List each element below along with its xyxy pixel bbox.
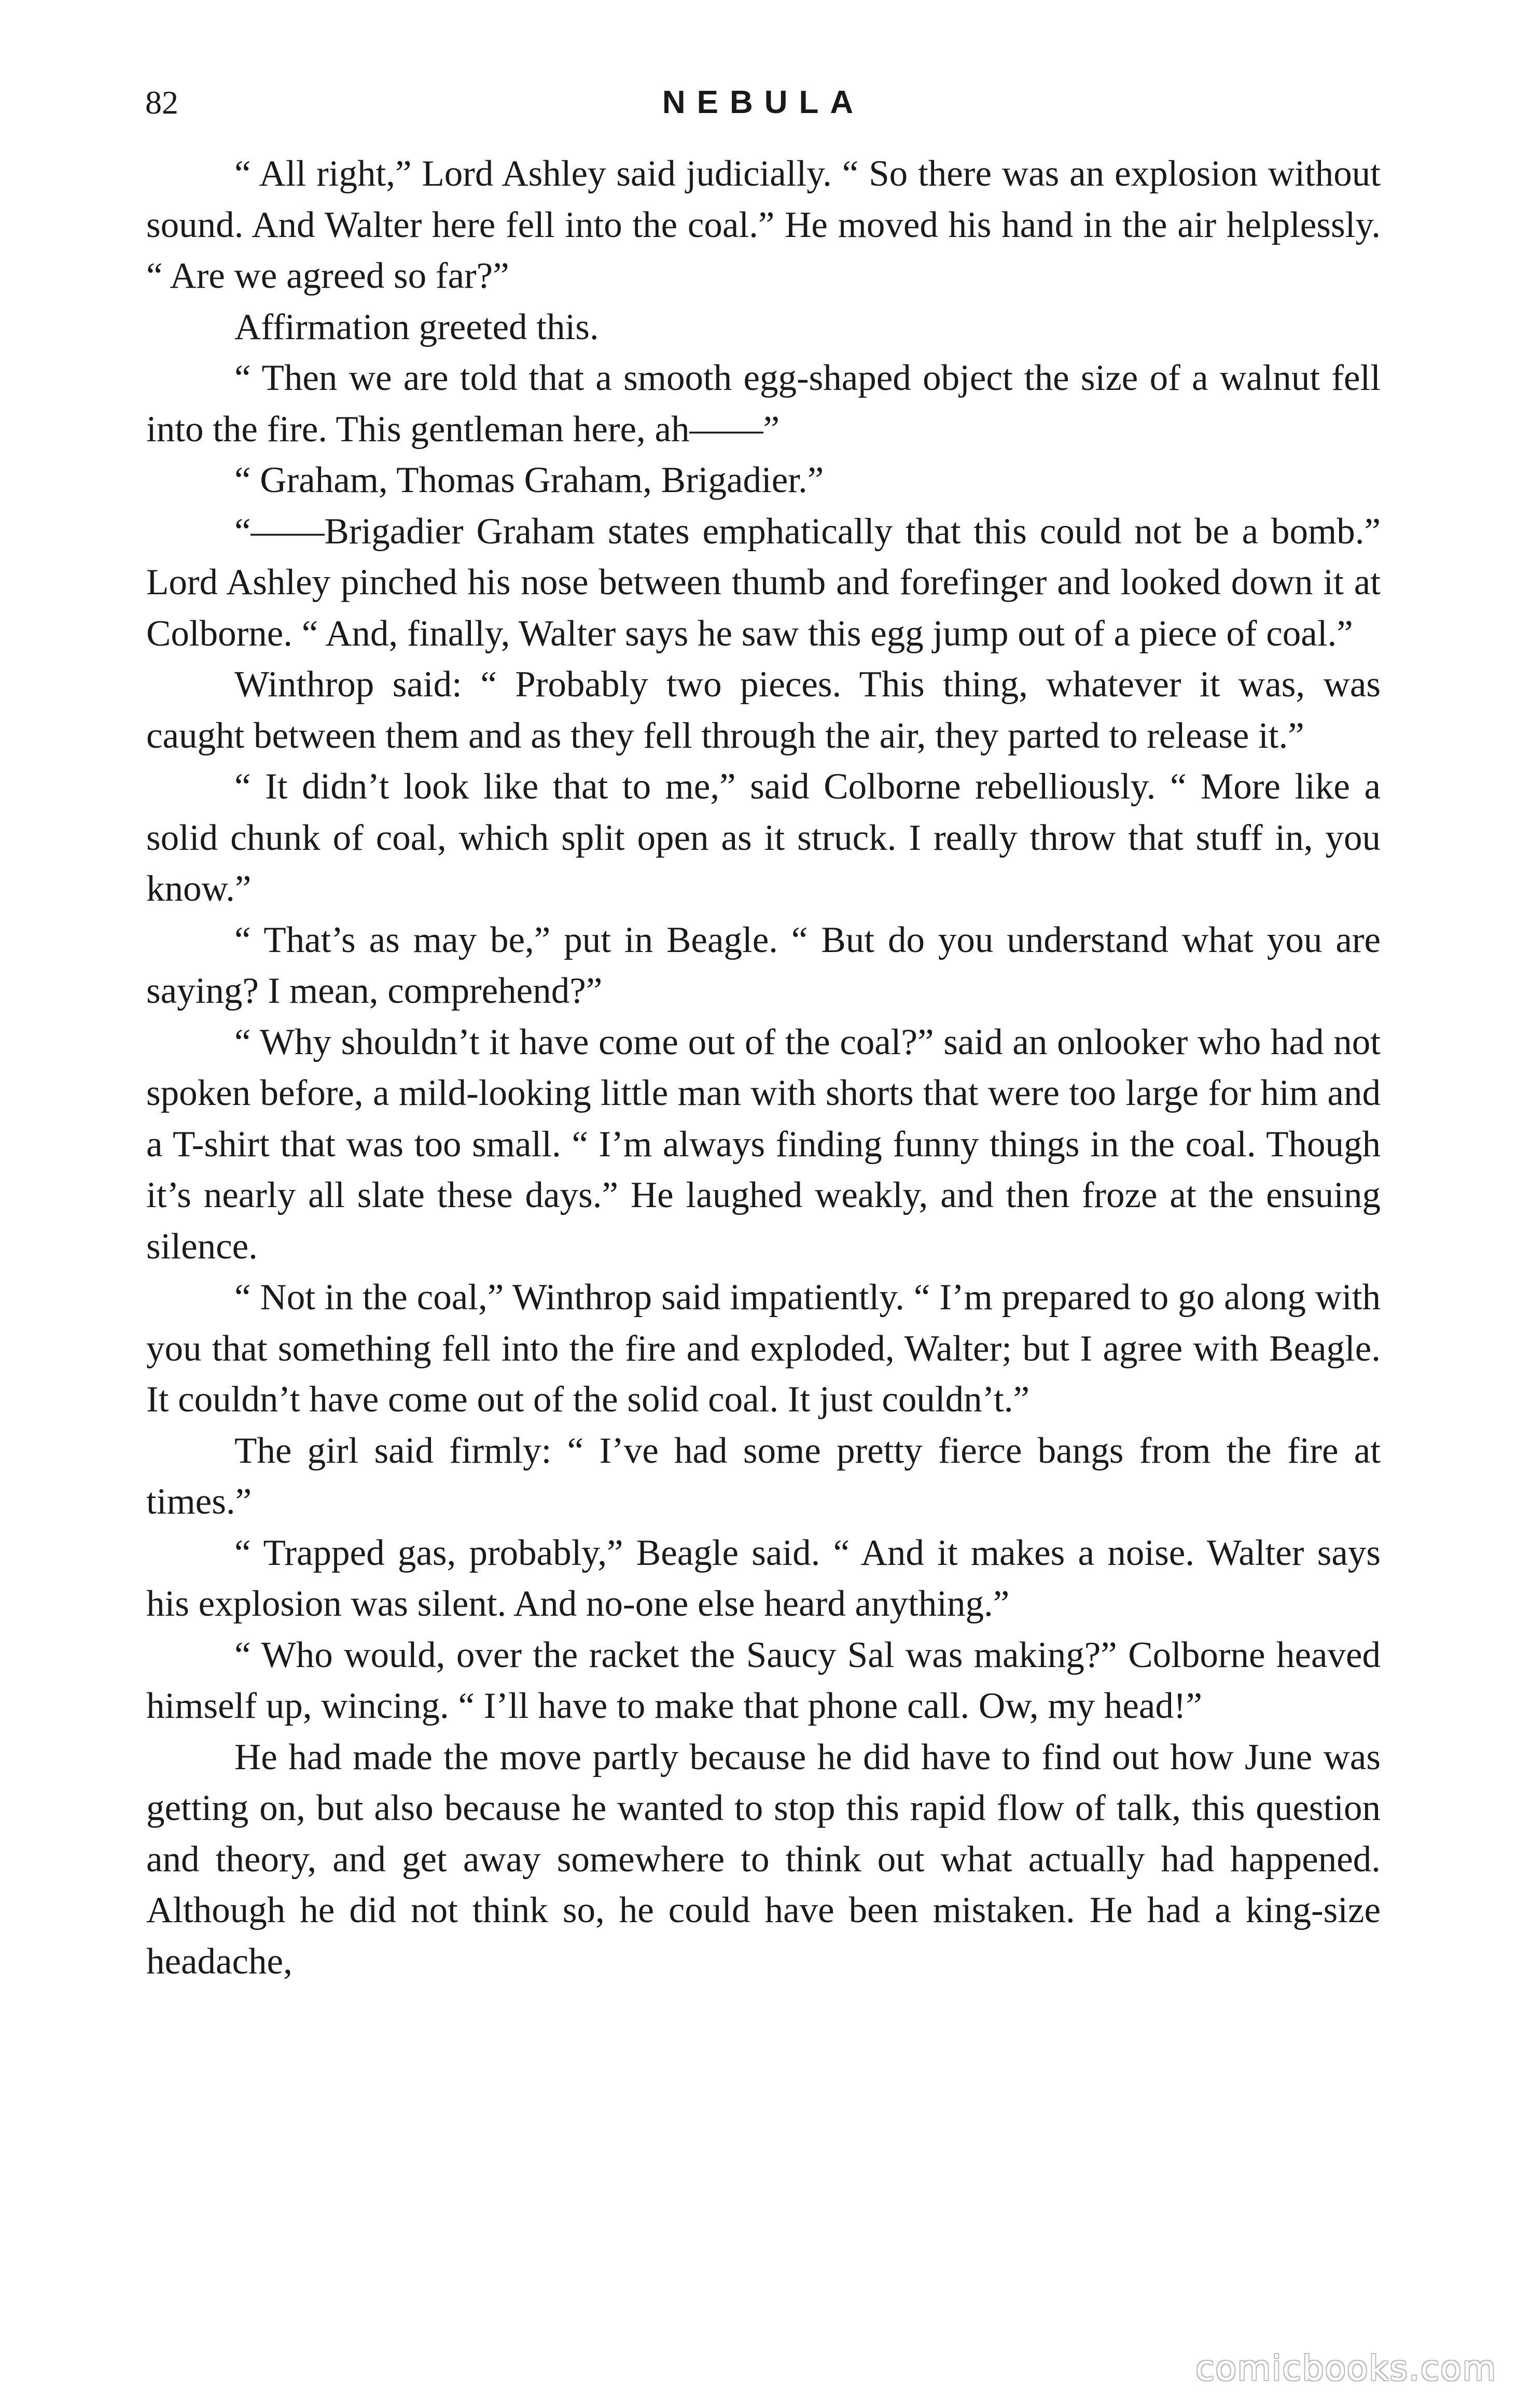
- running-title: NEBULA: [662, 85, 865, 120]
- paragraph: “ Graham, Thomas Graham, Brigadier.”: [234, 460, 824, 500]
- paragraph: Winthrop said: “ Probably two pieces. This thing, whatever it was, was caught between them and as they fell through the air, they parted to release it.”: [146, 664, 1381, 756]
- paragraph: “——Brigadier Graham states emphatically that this could not be a bomb.” Lord Ashley pinched his nose between thumb and forefinger and looked down it at Colborne. “ And, finally, Walter says he saw this egg jump out of a piece of coal.”: [146, 511, 1381, 654]
- paragraph: He had made the move partly because he did have to find out how June was getting on, but also because he wanted to stop this rapid flow of talk, this question and theory, and get away somewhere to think out what actually had happened. Although he did not think so, he could have been mistaken. He had a king-size headache,: [146, 1737, 1381, 1982]
- watermark: comicbooks.com: [1195, 2348, 1497, 2388]
- paragraph: “ Not in the coal,” Winthrop said impatiently. “ I’m prepared to go along with you that something fell into the fire and exploded, Walter; but I agree with Beagle. It couldn’t have come out of the solid coal. It just couldn’t.”: [146, 1277, 1381, 1420]
- paragraph: “ It didn’t look like that to me,” said Colborne rebelliously. “ More like a solid chunk of coal, which split open as it struck. I really throw that stuff in, you know.”: [146, 766, 1381, 909]
- page-header: [146, 78, 1381, 128]
- body-text: [146, 148, 1381, 1987]
- paragraph: “ Then we are told that a smooth egg-shaped object the size of a walnut fell into the fire. This gentleman here, ah——”: [146, 358, 1381, 450]
- paragraph: “ That’s as may be,” put in Beagle. “ But do you understand what you are saying? I mean, comprehend?”: [146, 919, 1381, 1011]
- paragraph: “ Trapped gas, probably,” Beagle said. “ And it makes a noise. Walter says his explosion was silent. And no-one else heard anything.”: [146, 1532, 1381, 1624]
- paragraph: “ Who would, over the racket the Saucy Sal was making?” Colborne heaved himself up, wincing. “ I’ll have to make that phone call. Ow, my head!”: [146, 1634, 1381, 1726]
- book-page: [146, 78, 1381, 2307]
- paragraph: “ Why shouldn’t it have come out of the coal?” said an onlooker who had not spoken before, a mild-looking little man with shorts that were too large for him and a T-shirt that was too small. “ I’m always finding funny things in the coal. Though it’s nearly all slate these days.” He laughed weakly, and then froze at the ensuing silence.: [146, 1021, 1381, 1267]
- page-number: 82: [145, 84, 178, 121]
- paragraph: “ All right,” Lord Ashley said judicially. “ So there was an explosion without sound. And Walter here fell into the coal.” He moved his hand in the air helplessly. “ Are we agreed so far?”: [146, 153, 1381, 296]
- paragraph: The girl said firmly: “ I’ve had some pretty fierce bangs from the fire at times.”: [146, 1430, 1381, 1522]
- paragraph: Affirmation greeted this.: [234, 306, 599, 347]
